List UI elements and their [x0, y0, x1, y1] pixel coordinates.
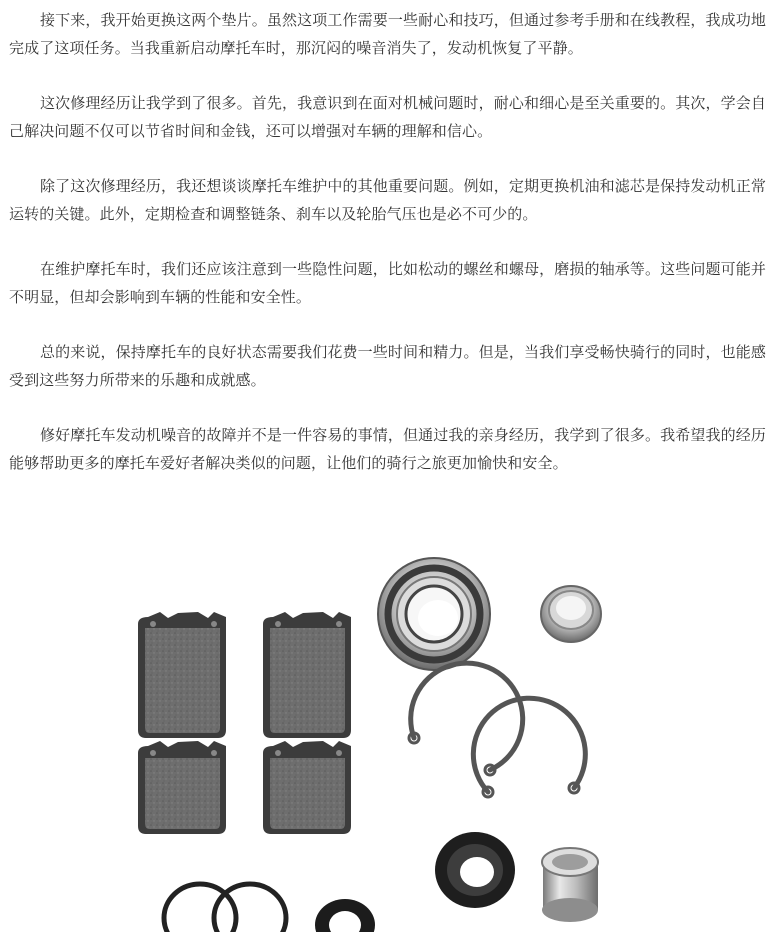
piston-cup: [541, 586, 601, 642]
brake-piston: [542, 848, 598, 922]
circlip-right: [473, 698, 585, 797]
o-ring-right: [214, 884, 286, 932]
paragraph-2: 这次修理经历让我学到了很多。首先，我意识到在面对机械问题时，耐心和细心是至关重要的。其次，学会自己解决问题不仅可以节省时间和金钱，还可以增强对车辆的理解和信心。: [9, 94, 766, 140]
wheel-bearing: [378, 558, 490, 670]
paragraph-1: 接下来，我开始更换这两个垫片。虽然这项工作需要一些耐心和技巧，但通过参考手册和在线教程，我成功地完成了这项任务。当我重新启动摩托车时，那沉闷的噪音消失了，发动机恢复了平静。: [9, 11, 766, 57]
rubber-seal: [435, 832, 515, 908]
paragraph-4: 在维护摩托车时，我们还应该注意到一些隐性问题，比如松动的螺丝和螺母，磨损的轴承等。这些问题可能并不明显，但却会影响到车辆的性能和安全性。: [9, 260, 766, 306]
parts-photo: [0, 500, 777, 932]
brake-pad-top-left: [138, 612, 226, 738]
brake-pad-bottom-right: [263, 741, 351, 834]
brake-parts-illustration: [0, 500, 777, 932]
brake-pad-bottom-left: [138, 741, 226, 834]
paragraph-6: 修好摩托车发动机噪音的故障并不是一件容易的事情，但通过我的亲身经历，我学到了很多。我希望我的经历能够帮助更多的摩托车爱好者解决类似的问题，让他们的骑行之旅更加愉快和安全。: [9, 426, 766, 472]
circlip-left: [409, 663, 523, 775]
dust-boot: [315, 899, 375, 932]
article-body: [9, 6, 766, 504]
paragraph-3: 除了这次修理经历，我还想谈谈摩托车维护中的其他重要问题。例如，定期更换机油和滤芯是保持发动机正常运转的关键。此外，定期检查和调整链条、刹车以及轮胎气压也是必不可少的。: [9, 177, 766, 223]
paragraph-5: 总的来说，保持摩托车的良好状态需要我们花费一些时间和精力。但是，当我们享受畅快骑行的同时，也能感受到这些努力所带来的乐趣和成就感。: [9, 343, 766, 389]
brake-pad-top-right: [263, 612, 351, 738]
